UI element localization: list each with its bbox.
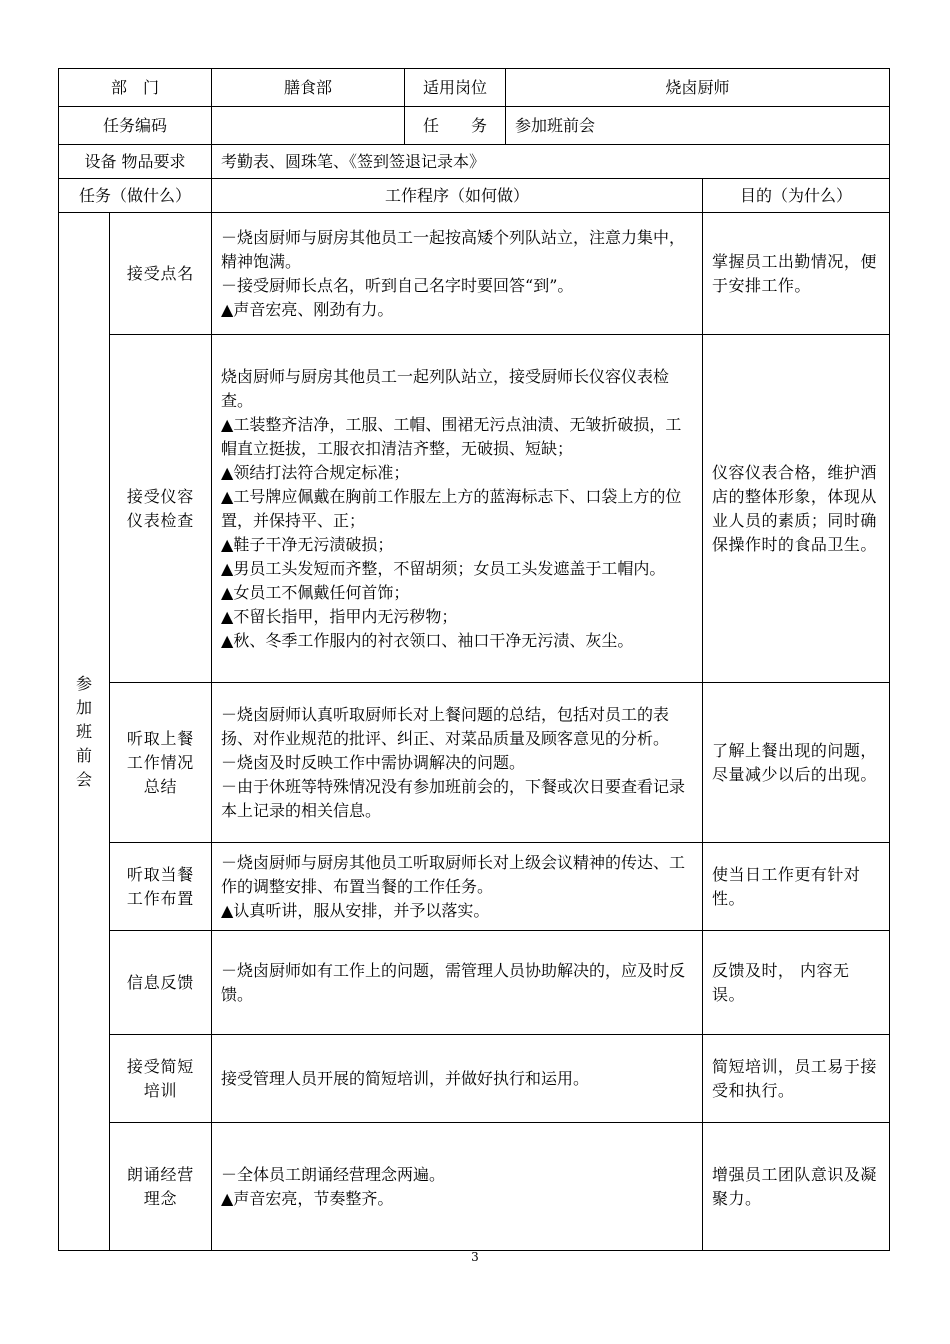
- procedure-cell: [212, 213, 703, 335]
- task-value: 参加班前会: [506, 107, 890, 145]
- procedure-line: ▲声音宏亮、刚劲有力。: [221, 299, 394, 319]
- page-number: 3: [471, 1250, 479, 1264]
- subtask-cell: [110, 335, 212, 683]
- post-value: 烧卤厨师: [506, 69, 890, 107]
- purpose-cell: 掌握员工出勤情况，便于安排工作。: [703, 213, 890, 335]
- subtask-cell: [110, 1123, 212, 1251]
- procedure-line: －由于休班等特殊情况没有参加班前会的，下餐或次日要查看记录本上记录的相关信息。: [221, 776, 686, 820]
- procedure-cell: [212, 1123, 703, 1251]
- procedure-line: ▲领结打法符合规定标准；: [221, 462, 410, 482]
- procedure-line: ▲不留长指甲，指甲内无污秽物；: [221, 606, 458, 626]
- procedure-line: －烧卤厨师与厨房其他员工听取厨师长对上级会议精神的传达、工作的调整安排、布置当餐的工作任务。: [221, 852, 686, 896]
- subtask-line: 工作布置: [126, 888, 195, 908]
- subtask-line: 培训: [143, 1080, 178, 1100]
- table-row: [59, 213, 890, 335]
- equip-value: 考勤表、圆珠笔、《签到签退记录本》: [212, 145, 890, 179]
- subtask-line: 仪表检查: [126, 510, 195, 530]
- procedure-line: ▲工号牌应佩戴在胸前工作服左上方的蓝海标志下、口袋上方的位置，并保持平、正；: [221, 486, 682, 530]
- header-row-dept: [59, 69, 890, 107]
- procedure-line: －接受厨师长点名，听到自己名字时要回答“到”。: [221, 275, 574, 295]
- header-row-equip: [59, 145, 890, 179]
- subtask-line: 接受点名: [126, 263, 195, 283]
- procedure-line: －全体员工朗诵经营理念两遍。: [221, 1164, 446, 1184]
- table-row: [59, 931, 890, 1035]
- procedure-cell: [212, 683, 703, 843]
- table-row: [59, 843, 890, 931]
- subtask-line: 工作情况: [126, 752, 195, 772]
- procedure-line: ▲声音宏亮，节奏整齐。: [221, 1188, 394, 1208]
- procedure-cell: [212, 335, 703, 683]
- main-task-char: 班: [75, 721, 92, 741]
- subtask-line: 朗诵经营: [126, 1164, 195, 1184]
- subtask-line: 听取当餐: [126, 864, 195, 884]
- purpose-cell: 增强员工团队意识及凝聚力。: [703, 1123, 890, 1251]
- equip-label: 设备 物品要求: [59, 145, 212, 179]
- main-task-char: 会: [75, 769, 92, 789]
- main-task-cell: [59, 213, 110, 1251]
- procedure-line: ▲秋、冬季工作服内的衬衣领口、袖口干净无污渍、灰尘。: [221, 630, 634, 650]
- procedure-cell: [212, 931, 703, 1035]
- procedure-line: ▲认真听讲，服从安排，并予以落实。: [221, 900, 490, 920]
- dept-value: 膳食部: [212, 69, 405, 107]
- col-procedure-header: 工作程序（如何做）: [212, 179, 703, 213]
- procedure-line: 烧卤厨师与厨房其他员工一起列队站立，接受厨师长仪容仪表检查。: [221, 366, 670, 410]
- main-task-char: 加: [75, 697, 92, 717]
- subtask-line: 理念: [143, 1188, 178, 1208]
- task-label: 任 务: [405, 107, 506, 145]
- main-task-char: 前: [75, 745, 92, 765]
- code-label: 任务编码: [59, 107, 212, 145]
- task-body: [59, 213, 890, 1251]
- purpose-cell: 使当日工作更有针对性。: [703, 843, 890, 931]
- subtask-line: 接受仪容: [126, 486, 195, 506]
- procedure-cell: [212, 1035, 703, 1123]
- subtask-line: 信息反馈: [126, 972, 195, 992]
- table-row: [59, 335, 890, 683]
- procedure-line: －烧卤厨师与厨房其他员工一起按高矮个列队站立，注意力集中，精神饱满。: [221, 227, 686, 271]
- table-row: [59, 683, 890, 843]
- procedure-line: 接受管理人员开展的简短培训，并做好执行和运用。: [221, 1068, 590, 1088]
- subtask-cell: [110, 1035, 212, 1123]
- subtask-cell: [110, 931, 212, 1035]
- task-table: [58, 68, 890, 1251]
- table-row: [59, 1123, 890, 1251]
- col-task-header: 任务（做什么）: [59, 179, 212, 213]
- procedure-line: －烧卤厨师认真听取厨师长对上餐问题的总结，包括对员工的表扬、对作业规范的批评、纠正、对菜品质量及顾客意见的分析。: [221, 704, 670, 748]
- subtask-cell: [110, 843, 212, 931]
- table-row: [59, 1035, 890, 1123]
- purpose-cell: 了解上餐出现的问题，尽量减少以后的出现。: [703, 683, 890, 843]
- col-purpose-header: 目的（为什么）: [703, 179, 890, 213]
- header-row-code: [59, 107, 890, 145]
- main-task-char: 参: [75, 673, 92, 693]
- purpose-cell: 仪容仪表合格，维护酒店的整体形象，体现从业人员的素质；同时确保操作时的食品卫生。: [703, 335, 890, 683]
- procedure-line: ▲鞋子干净无污渍破损；: [221, 534, 394, 554]
- procedure-line: ▲工装整齐洁净，工服、工帽、围裙无污点油渍、无皱折破损，工帽直立挺拔，工服衣扣清洁齐整，无破损、短缺；: [221, 414, 682, 458]
- procedure-line: －烧卤厨师如有工作上的问题，需管理人员协助解决的，应及时反馈。: [221, 960, 686, 1004]
- subtask-line: 接受简短: [126, 1056, 195, 1076]
- column-header-row: [59, 179, 890, 213]
- subtask-line: 听取上餐: [126, 728, 195, 748]
- procedure-line: ▲男员工头发短而齐整，不留胡须；女员工头发遮盖于工帽内。: [221, 558, 666, 578]
- procedure-line: ▲女员工不佩戴任何首饰；: [221, 582, 410, 602]
- purpose-cell: 反馈及时， 内容无误。: [703, 931, 890, 1035]
- code-value: [212, 107, 405, 145]
- procedure-cell: [212, 843, 703, 931]
- purpose-cell: 简短培训，员工易于接受和执行。: [703, 1035, 890, 1123]
- post-label: 适用岗位: [405, 69, 506, 107]
- dept-label: 部 门: [59, 69, 212, 107]
- procedure-line: －烧卤及时反映工作中需协调解决的问题。: [221, 752, 526, 772]
- subtask-cell: [110, 683, 212, 843]
- subtask-line: 总结: [143, 776, 178, 796]
- subtask-cell: [110, 213, 212, 335]
